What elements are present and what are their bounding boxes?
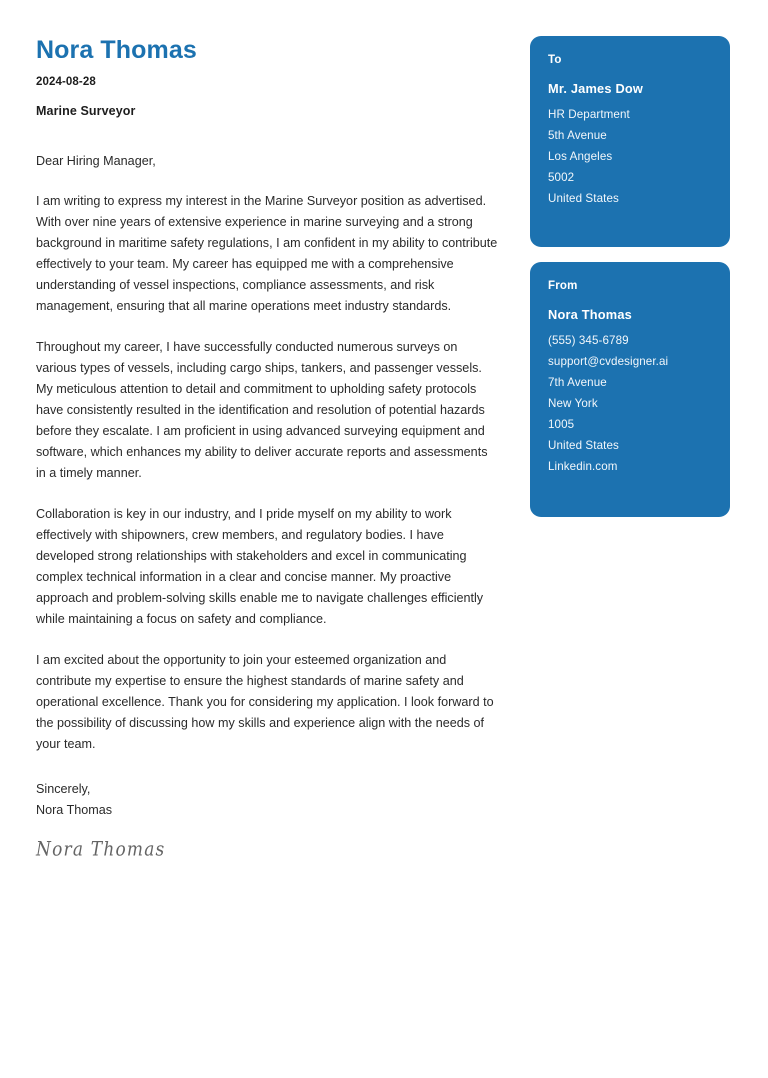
salutation: Dear Hiring Manager, [36, 153, 156, 168]
letter-closing [36, 779, 500, 820]
closing-name: Nora Thomas [36, 802, 113, 817]
letter-date: 2024-08-28 [36, 75, 96, 88]
letter-body [36, 191, 500, 756]
sender-line: 7th Avenue [548, 375, 607, 389]
sender-name: Nora Thomas [548, 307, 632, 323]
sender-email: support@cvdesigner.ai [548, 354, 669, 368]
to-card-body [548, 80, 712, 225]
sender-phone: (555) 345-6789 [548, 333, 629, 347]
from-card-label: From [548, 280, 578, 293]
job-title: Marine Surveyor [36, 103, 136, 118]
sender-line: New York [548, 396, 598, 410]
closing-salutation: Sincerely, [36, 782, 91, 797]
sender-line: 1005 [548, 417, 575, 431]
letter-paragraph: I am excited about the opportunity to join your esteemed organization and contribute my expertise to ensure the highest standards of marine safety and operational excellence. Thank you for considering my application. I look forward to the possibility of discussing how my skills and experience align with the needs of your team. [36, 653, 494, 752]
sender-line: United States [548, 439, 619, 453]
signature: Nora Thomas [36, 838, 166, 862]
page-title: Nora Thomas [36, 36, 197, 64]
sidebar [530, 36, 730, 517]
to-card [530, 36, 730, 247]
from-card [530, 262, 730, 517]
from-card-body [548, 306, 712, 495]
letter-paragraph: Collaboration is key in our industry, and I pride myself on my ability to work effectively with shipowners, crew members, and regulatory bodies. I have developed strong relationships with stakeholders and excel in communicating complex technical information in a clear and concise manner. My proactive approach and problem-solving skills enable me to navigate challenges efficiently while maintaining a focus on safety and compliance. [36, 507, 484, 627]
sender-website: Linkedin.com [548, 460, 618, 474]
recipient-line: 5th Avenue [548, 128, 607, 142]
letter-column [36, 36, 500, 862]
recipient-line: 5002 [548, 170, 575, 184]
recipient-line: Los Angeles [548, 149, 613, 163]
letter-paragraph: I am writing to express my interest in the Marine Surveyor position as advertised. With over nine years of extensive experience in marine surveying and a strong background in maritime safety regulations, I am confident in my ability to contribute effectively to your team. My career has equipped me with a comprehensive understanding of vessel inspections, compliance assessments, and risk management, ensuring that all marine operations meet industry standards. [36, 193, 498, 313]
recipient-line: United States [548, 191, 619, 205]
recipient-name: Mr. James Dow [548, 81, 644, 96]
letter-paragraph: Throughout my career, I have successfully conducted numerous surveys on various types of vessels, including cargo ships, tankers, and passenger vessels. My meticulous attention to detail and commitment to upholding safety protocols have consistently resulted in the identification and resolution of potential hazards before they escalate. I am proficient in using advanced surveying equipment and software, which enhances my ability to deliver accurate reports and assessments in a timely manner. [36, 339, 488, 481]
to-card-label: To [548, 54, 562, 66]
recipient-line: HR Department [548, 107, 630, 121]
